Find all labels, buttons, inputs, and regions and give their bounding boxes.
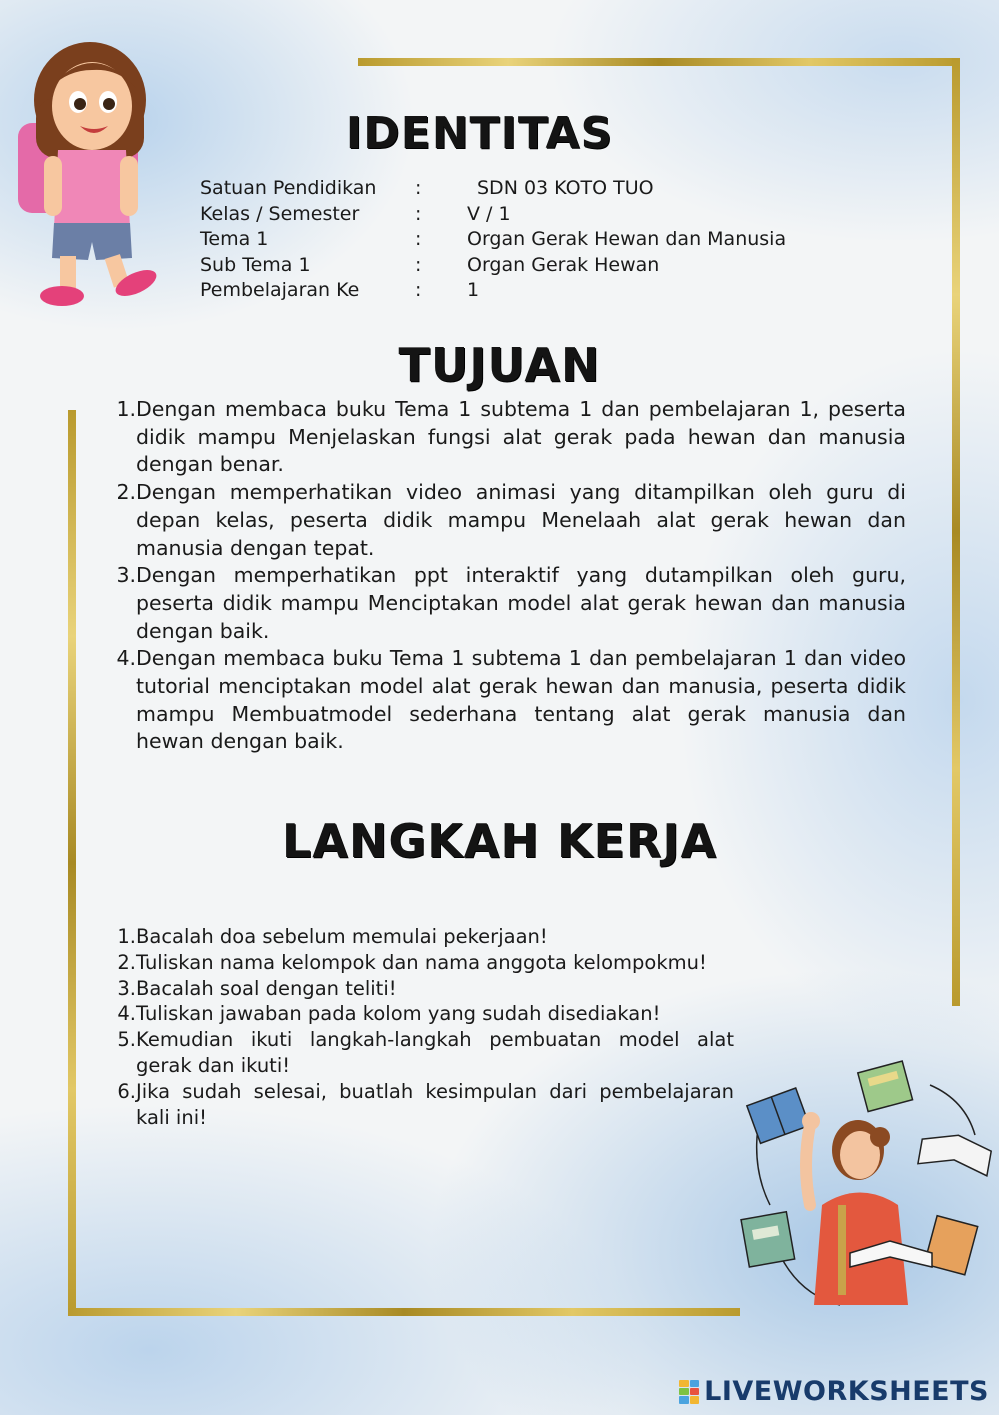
item-text: Dengan memperhatikan ppt interaktif yang dutampilkan oleh guru, peserta didik mampu Menciptakan model alat gerak hewan dan manusia dengan baik. [136,563,906,643]
item-text: Bacalah soal dengan teliti! [136,976,397,1000]
frame-top-line [358,58,960,66]
item-text: Dengan membaca buku Tema 1 subtema 1 dan pembelajaran 1, peserta didik mampu Menjelaskan fungsi alat gerak pada hewan dan manusia dengan benar. [136,397,906,477]
liveworksheets-mark-icon [679,1380,699,1404]
item-number: 3. [117,976,136,1000]
item-number: 4. [117,1002,136,1026]
item-text: Kemudian ikuti langkah-langkah pembuatan model alat gerak dan ikuti! [136,1028,734,1077]
identitas-colon: : [415,177,422,199]
list-item [112,1079,734,1131]
liveworksheets-logo-text: LIVEWORKSHEETS [704,1376,989,1407]
item-number: 2. [116,480,136,505]
item-number: 1. [117,925,136,948]
identitas-table [200,176,837,304]
identitas-colon: : [415,253,422,276]
identitas-colon: : [415,202,422,225]
identitas-row [200,278,837,304]
identitas-row [200,202,837,228]
item-number: 1. [116,397,136,421]
identitas-colon: : [415,228,422,250]
item-number: 2. [117,950,136,974]
item-number: 6. [117,1079,136,1103]
list-item [112,976,734,1002]
list-item [112,645,906,756]
identitas-label: Sub Tema 1 [200,253,311,276]
list-item [112,396,906,479]
item-number: 4. [116,646,136,671]
list-item [112,924,734,950]
list-item [112,1027,734,1079]
frame-bottom-line [68,1308,740,1316]
item-text: Bacalah doa sebelum memulai pekerjaan! [136,925,548,948]
identitas-value: Organ Gerak Hewan dan Manusia [467,228,787,250]
langkah-heading: LANGKAH KERJA [281,814,718,868]
identitas-value: 1 [467,279,480,301]
identitas-label: Pembelajaran Ke [200,279,360,301]
identitas-value: SDN 03 KOTO TUO [477,177,654,199]
list-item [112,562,906,645]
item-text: Tuliskan nama kelompok dan nama anggota kelompokmu! [136,950,707,974]
item-text: Dengan membaca buku Tema 1 subtema 1 dan pembelajaran 1 dan video tutorial menciptakan model alat gerak hewan dan manusia, peserta didik mampu Membuatmodel sederhana tentang alat gerak manusia dan hewan dengan baik. [136,646,906,754]
identitas-label: Kelas / Semester [200,202,360,225]
girl-illustration [8,28,178,313]
liveworksheets-logo [679,1376,989,1407]
item-number: 5. [117,1028,136,1052]
item-number: 3. [116,563,136,588]
langkah-list [112,924,734,1130]
item-text: Tuliskan jawaban pada kolom yang sudah disediakan! [136,1002,661,1026]
identitas-row [200,253,837,279]
identitas-label: Tema 1 [200,228,269,250]
identitas-row [200,227,837,253]
identitas-row [200,176,837,202]
list-item [112,479,906,562]
woman-books-illustration [740,1055,995,1315]
list-item [112,950,734,976]
tujuan-heading: TUJUAN [398,338,601,392]
item-text: Dengan memperhatikan video animasi yang ditampilkan oleh guru di depan kelas, peserta didik mampu Menelaah alat gerak hewan dan manusia dengan tepat. [136,480,906,560]
list-item [112,1001,734,1027]
identitas-value: V / 1 [467,202,511,225]
item-text: Jika sudah selesai, buatlah kesimpulan dari pembelajaran kali ini! [136,1079,734,1129]
tujuan-list [112,396,906,756]
identitas-value: Organ Gerak Hewan [467,253,660,276]
identitas-label: Satuan Pendidikan [200,177,377,199]
identitas-heading: IDENTITAS [345,108,614,159]
identitas-colon: : [415,279,422,301]
